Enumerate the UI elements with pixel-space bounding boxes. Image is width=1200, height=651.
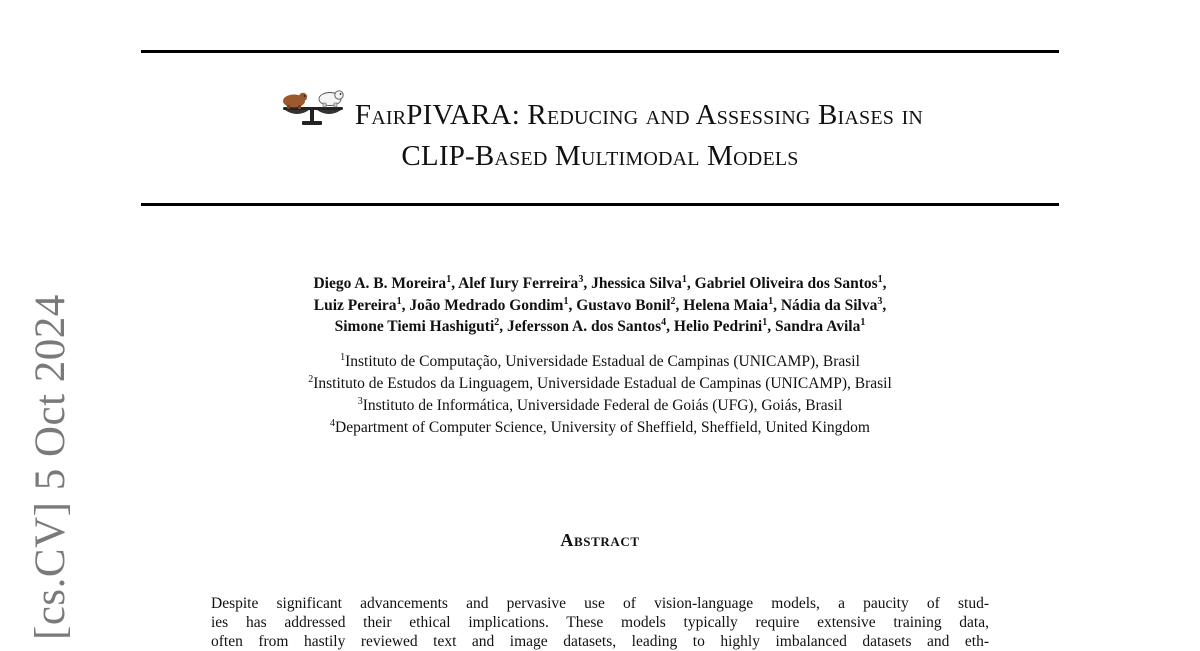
author-name: Helio Pedrini xyxy=(673,318,763,335)
title-top-rule xyxy=(141,50,1059,53)
title-line-2: CLIP-Based Multimodal Models xyxy=(401,140,799,172)
affiliation-list xyxy=(141,351,1059,439)
author-name: Nádia da Silva xyxy=(780,296,878,314)
arxiv-side-stamp xyxy=(25,294,77,640)
author-name: Diego A. B. Moreira xyxy=(313,275,447,292)
author-affil-sup: 3 xyxy=(578,274,584,285)
author-affil-sup: 4 xyxy=(661,317,667,328)
title-line-1-text: FairPIVARA: Reducing and Assessing Biases in xyxy=(354,99,924,131)
author-affil-sup: 1 xyxy=(860,317,866,328)
author-name: Gustavo Bonil xyxy=(576,296,671,314)
arxiv-stamp-text: [cs.CV] 5 Oct 2024 xyxy=(27,294,74,640)
abstract-line: Despite significant advancements and pervasive use of vision-language models, a paucity of stud- xyxy=(211,595,989,612)
affil-sup: 2 xyxy=(308,374,314,385)
author-affil-sup: 1 xyxy=(681,274,687,285)
affiliation-item xyxy=(141,395,1059,417)
author-affil-sup: 1 xyxy=(762,317,768,328)
affil-text: Department of Computer Science, University of Sheffield, Sheffield, United Kingdom xyxy=(335,419,870,436)
affil-sup: 3 xyxy=(357,396,363,407)
author-name: Luiz Pereira xyxy=(313,296,397,314)
title-line-1 xyxy=(141,88,1059,136)
affil-sup: 4 xyxy=(330,418,336,429)
author-name: Alef Iury Ferreira xyxy=(458,275,579,292)
affil-text: Instituto de Computação, Universidade Estadual de Campinas (UNICAMP), Brasil xyxy=(345,353,860,370)
author-line-2: Luiz Pereira$^1$, João Medrado Gondim$^1$, Gustavo Bonil$^2$, Helena Maia$^1$, Nádia da Silva$^3$, xyxy=(313,295,887,314)
author-name: Helena Maia xyxy=(683,296,769,314)
abstract-heading: Abstract xyxy=(560,530,640,550)
title-bottom-rule xyxy=(141,203,1059,206)
author-affil-sup: 3 xyxy=(877,295,883,307)
author-line-1: Diego A. B. Moreira$^1$, Alef Iury Ferreira$^3$, Jhessica Silva$^1$, Gabriel Oliveira dos Santos$^1$, xyxy=(313,274,887,292)
paper-title xyxy=(141,88,1059,177)
capybara-balance-scale-icon xyxy=(277,88,349,128)
author-name: Sandra Avila xyxy=(774,318,861,335)
affil-sup: 1 xyxy=(340,352,346,363)
author-affil-sup: 2 xyxy=(670,295,676,307)
author-name: Jefersson A. dos Santos xyxy=(507,318,662,335)
author-affil-sup: 1 xyxy=(877,274,883,285)
author-name: João Medrado Gondim xyxy=(409,296,564,314)
author-affil-sup: 1 xyxy=(396,295,402,307)
author-affil-sup: 1 xyxy=(768,295,774,307)
author-affil-sup: 2 xyxy=(494,317,500,328)
author-name: Gabriel Oliveira dos Santos xyxy=(694,275,878,292)
affiliation-item xyxy=(141,373,1059,395)
abstract-line: often from hastily reviewed text and image datasets, leading to highly imbalanced datasets and eth- xyxy=(211,633,989,650)
affiliation-item xyxy=(141,417,1059,439)
author-list xyxy=(141,273,1059,338)
affiliation-item xyxy=(141,351,1059,373)
author-name: Simone Tiemi Hashiguti xyxy=(334,318,495,335)
abstract-line: ies has addressed their ethical implications. These models typically require extensive training data, xyxy=(211,614,989,631)
author-line-3: Simone Tiemi Hashiguti$^2$, Jefersson A. dos Santos$^4$, Helio Pedrini$^1$, Sandra Avila$^1$ xyxy=(334,317,866,335)
author-name: Jhessica Silva xyxy=(591,275,682,292)
affil-text: Instituto de Estudos da Linguagem, Universidade Estadual de Campinas (UNICAMP), Brasil xyxy=(313,375,892,392)
author-affil-sup: 1 xyxy=(563,295,569,307)
affil-text: Instituto de Informática, Universidade Federal de Goiás (UFG), Goiás, Brasil xyxy=(362,397,843,414)
author-affil-sup: 1 xyxy=(446,274,452,285)
abstract-body xyxy=(211,594,989,651)
